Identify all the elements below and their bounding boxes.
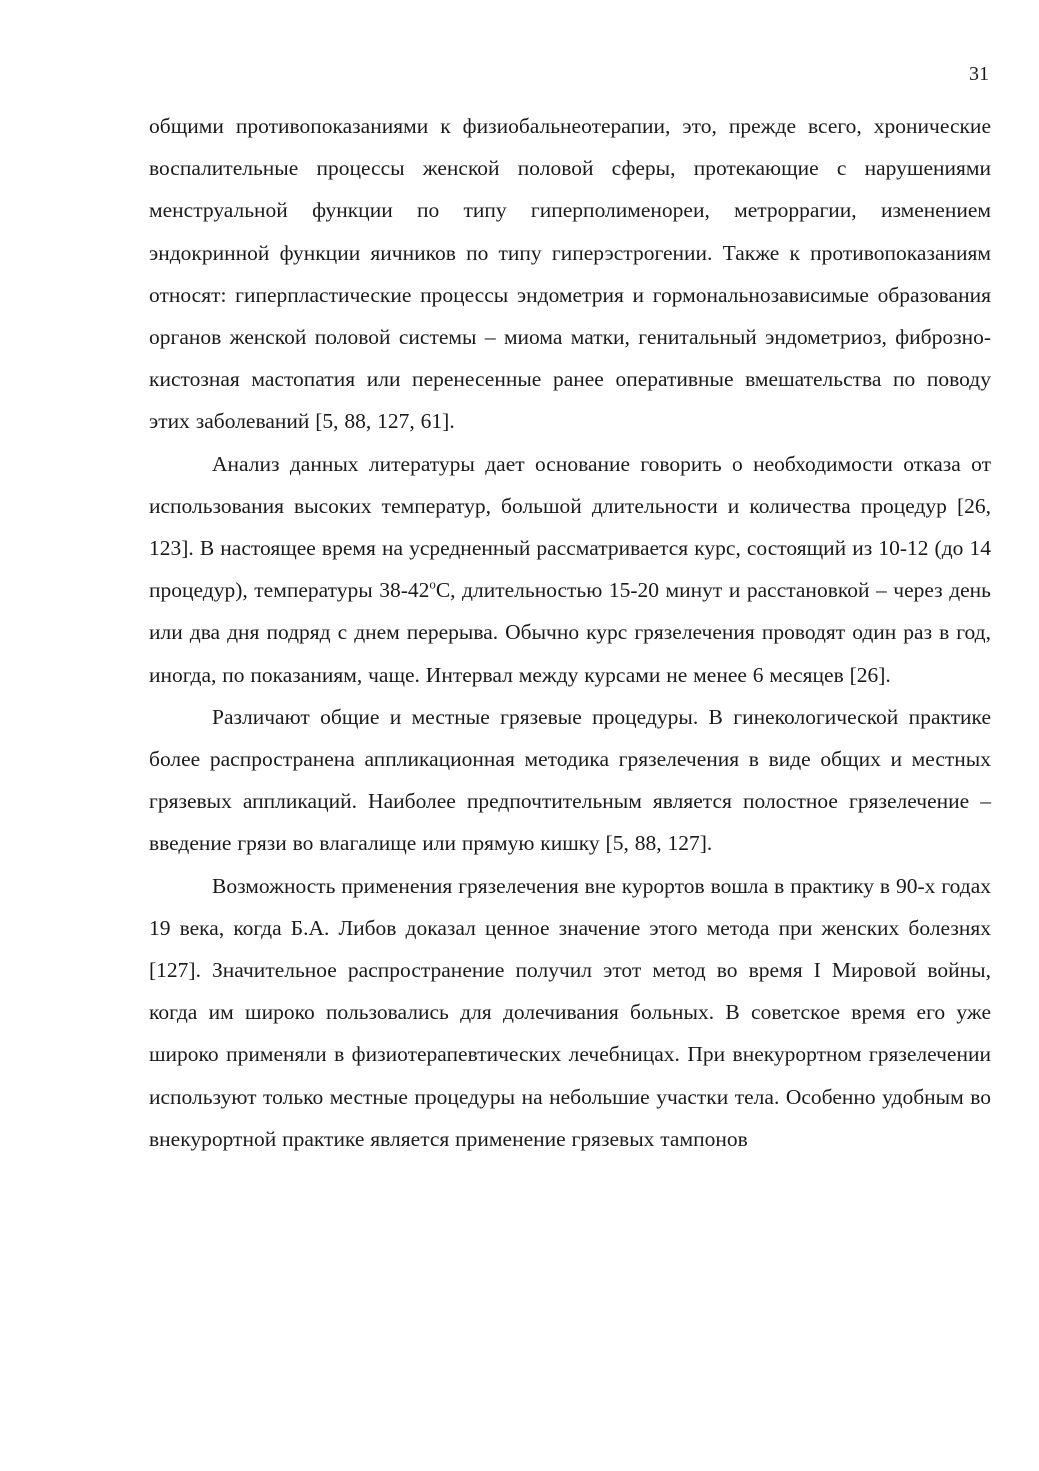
paragraph-2 [149,443,991,696]
paragraph-1: общими противопоказаниями к физиобальнеотерапии, это, прежде всего, хронические воспалительные процессы женской половой сферы, протекающие с нарушениями менструальной функции по типу гиперполименореи, метроррагии, изменением эндокринной функции яичников по типу гиперэстрогении. Также к противопоказаниям относят: гиперпластические процессы эндометрия и гормональнозависимые образования органов женской половой системы – миома матки, генитальный эндометриоз, фиброзно-кистозная мастопатия или перенесенные ранее оперативные вмешательства по поводу этих заболеваний [5, 88, 127, 61]. [149,114,991,434]
paragraph-2-text-start: Анализ данных литературы дает основание говорить о необходимости отказа от использования высоких температур, большой длительности и количества процедур [26, 123]. В настоящее время на усредненный рассматривается курс, состоящий из 10-12 (до 14 процедур), температуры 38-42 [149,451,991,603]
paragraph-2-text-end: С, длительностью 15-20 минут и расстановкой – через день или два дня подряд с днем перерыва. Обычно курс грязелечения проводят один раз в год, иногда, по показаниям, чаще. Интервал между курсами не менее 6 месяцев [26]. [149,578,991,687]
degree-sign: о [429,577,436,592]
document-body [149,105,991,1160]
paragraph-4: Возможность применения грязелечения вне курортов вошла в практику в 90-х годах 19 века, когда Б.А. Либов доказал ценное значение этого метода при женских болезнях [127]. Значительное распространение получил этот метод во время I Мировой войны, когда им широко пользовались для долечивания больных. В советское время его уже широко применяли в физиотерапевтических лечебницах. При внекурортном грязелечении используют только местные процедуры на небольшие участки тела. Особенно удобным во внекурортной практике является применение грязевых тампонов [149,873,991,1151]
page-number: 31 [969,63,989,85]
paragraph-3: Различают общие и местные грязевые процедуры. В гинекологической практике более распространена аппликационная методика грязелечения в виде общих и местных грязевых аппликаций. Наиболее предпочтительным является полостное грязелечение – введение грязи во влагалище или прямую кишку [5, 88, 127]. [149,704,991,856]
